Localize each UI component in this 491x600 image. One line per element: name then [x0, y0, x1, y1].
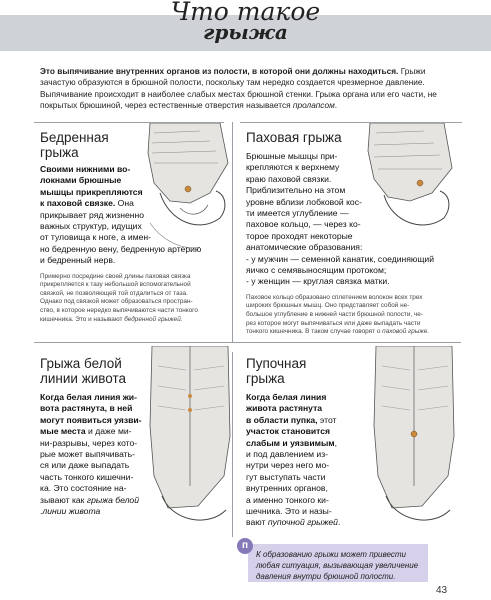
text-line: в области пупка, этот [246, 414, 337, 425]
section-title: Пупочная грыжа [246, 356, 307, 386]
text-line: ка. Это состояние на- [40, 483, 127, 494]
text-line: важных структур, идущих [40, 221, 142, 232]
text-line: торое проходят некоторые [246, 230, 353, 241]
text-line: анатомические образования: [246, 242, 363, 253]
text-line: нутри через него мо- [246, 460, 330, 471]
note-line: связкой, не позволяющей той отдалиться от таза. [40, 289, 188, 297]
text-line: зывают как грыжа белой [40, 494, 139, 505]
note-line: широких брюшных мышц. Оно представляет собой не- [246, 302, 410, 310]
note-line: кишечника. Это и называют бедренной грыжей. [40, 315, 183, 323]
text-line: мые места и даже ми- [40, 426, 132, 437]
text-line: участок становится [246, 426, 331, 437]
text-line: ти имеется углубление — [246, 208, 349, 219]
text-line: ни-разрывы, через кото- [40, 437, 138, 448]
text-line: Своими нижними во- [40, 164, 131, 174]
section-title: Паховая грыжа [246, 130, 342, 145]
text-line: паховое кольцо, — через ко- [246, 219, 361, 230]
info-note [241, 540, 428, 582]
note-line: ство, в которое нередко выпячиваются части тонкого [40, 307, 198, 315]
text-line: часть тонкого кишечни- [40, 471, 134, 482]
abdomen-illustration-umbilical [372, 346, 456, 532]
text-line: рые может выпячивать- [40, 449, 135, 460]
text-line: Брюшные мышцы при- [246, 151, 338, 161]
text-line: .линии живота [40, 506, 101, 517]
text-line: яичко с семявыносящим протоком; [246, 265, 387, 276]
intro-lead: Это выпячивание внутренних органов из полости, в которой они должны находиться. [40, 66, 399, 76]
note-line: рез которое могут выпячиваться или даже выпадать части [246, 319, 421, 327]
note-text: К образованию грыжи может привести любая ситуация, вызывающая увеличение давления внутри брюшной полости. [256, 550, 419, 581]
text-line: крепляются к верхнему [246, 162, 340, 173]
text-line: а именно тонкого ки- [246, 494, 329, 505]
text-line: Когда белая линия [246, 392, 327, 402]
column-divider-top [232, 122, 233, 342]
text-line: - у женщин — круглая связка матки. [246, 276, 390, 287]
text-line: ся или даже выпадать [40, 460, 130, 471]
section-note [40, 273, 230, 325]
note-line: большое углубление в нижней части брюшной полости, че- [246, 311, 423, 319]
intro-term: пролапсом [292, 99, 335, 110]
text-line: Приблизительно на этом [246, 185, 346, 196]
text-line: гут выступать части [246, 471, 326, 482]
text-line: живота растянута [246, 403, 323, 414]
text-line: могут появиться уязви- [40, 414, 142, 425]
text-line: вота растянута, в ней [40, 403, 133, 414]
text-line: вают пупочной грыжей. [246, 517, 341, 528]
section-body [246, 392, 386, 529]
text-line: краю паховой связки. [246, 173, 332, 184]
text-line: слабым и уязвимым, [246, 437, 338, 448]
section-umbilical [246, 356, 386, 529]
note-line: прикрепляется к тазу небольшой вспомогательной [40, 281, 191, 289]
column-divider-bottom [232, 352, 233, 537]
page-header [0, 0, 491, 52]
note-line: Паховое кольцо образовано сплетением волокон всех трех [246, 293, 423, 301]
text-line: шечника. Это и назы- [246, 506, 332, 517]
note-line: Примерно посредине своей длины паховая связка [40, 272, 191, 280]
text-line: от туловища к ноге, а имен- [40, 232, 151, 243]
text-line: - у мужчин — семенной канатик, соединяющий [246, 253, 435, 264]
row-divider [34, 342, 461, 343]
intro-paragraph: Это выпячивание внутренних органов из полости, в которой они должны находиться. Грыжи зачастую образуются в брюшной полости, поскольку там нередко создается чрезмерное давление. Выпячивание происходит в наиболее слабых местах брюшной стенки. Грыжа органа или его части, не покрытых брюшиной, через естественные отверстия называется пролапсом. [40, 66, 437, 110]
pelvis-illustration-inguinal [362, 123, 454, 243]
text-line: прикрывает ряд жизненно [40, 209, 145, 220]
abdomen-illustration-white-line [148, 346, 232, 532]
text-line: уровне вблизи лобковой кос- [246, 196, 362, 207]
note-line: тонкого кишечника. В таком случае говорят о паховой грыже. [246, 328, 430, 336]
note-badge-icon: п [237, 538, 253, 554]
text-line: к паховой связке. Она [40, 198, 134, 209]
text-line: но бедренную вену, бедренную артерию [40, 243, 202, 254]
section-title: Бедренная грыжа [40, 130, 109, 160]
note-line: Однако под связкой может образоваться простран- [40, 298, 193, 306]
section-title: Грыжа белой линии живота [40, 356, 127, 386]
page-title-line2: грыжа [203, 20, 288, 44]
pelvis-illustration-femoral [140, 123, 232, 253]
section-note [246, 294, 474, 337]
text-line: локнами брюшные [40, 175, 122, 186]
text-line: и бедренный нерв. [40, 255, 116, 266]
page-number: 43 [436, 585, 448, 596]
text-line: внутренних органов, [246, 483, 328, 494]
text-line: и под давлением из- [246, 449, 329, 460]
text-line: Когда белая линия жи- [40, 392, 137, 402]
intro-text: Грыжи зачастую образуются в брюшной полости, поскольку там нередко создается чрезмерное давление. Выпячивание происходит в наиболее слабых местах брюшной стенки. Грыжа органа или его части, не покрытых брюшиной, через естественные отверстия называется [40, 66, 437, 110]
text-line: мышцы прикрепляются [40, 186, 143, 197]
page-title-line1: Что такое [170, 0, 321, 26]
